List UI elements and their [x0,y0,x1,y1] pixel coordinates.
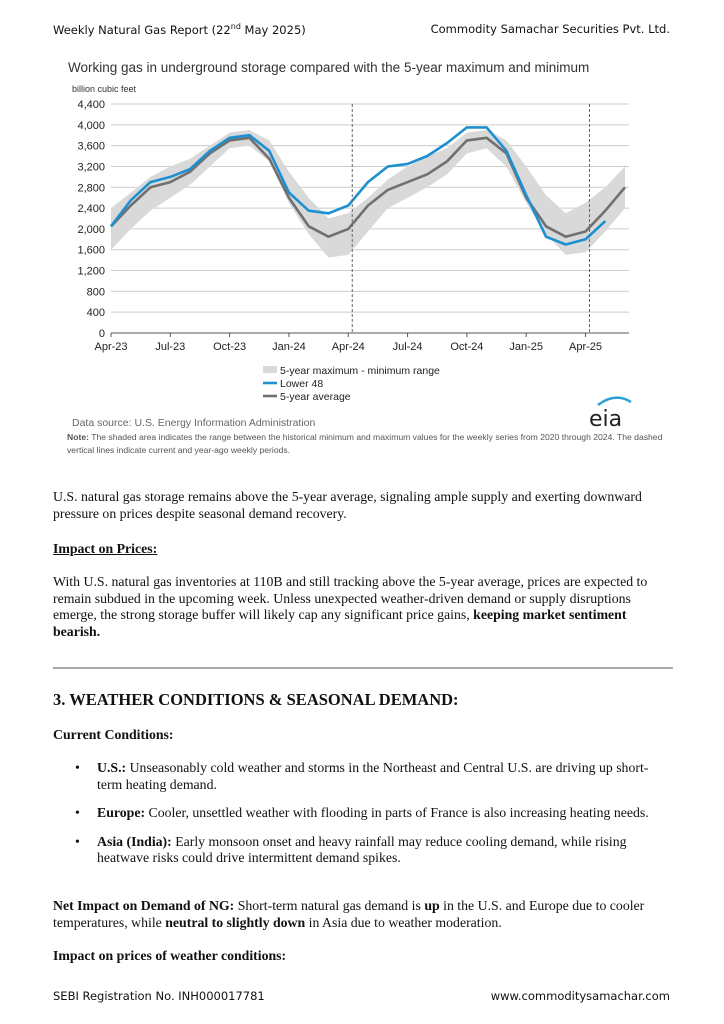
list-item-asia: • Asia (India): Early monsoon onset and heavy rainfall may reduce cooling demand, while rising heatwave risks could drive intermittent demand spikes. [75,833,627,865]
chart-y-tick-labels [77,99,105,340]
legend-label: 5-year average [280,391,351,403]
y-tick-label: 3,600 [77,140,105,153]
y-tick-label: 4,400 [77,99,105,111]
chart-legend [263,365,440,403]
chart-note-label: Note: [67,432,89,442]
x-tick-label: Apr-23 [94,341,128,353]
eia-logo-swoosh [598,398,631,405]
chart-source: Data source: U.S. Energy Information Administration [72,417,316,429]
storage-chart [53,50,673,470]
section-title-weather: 3. WEATHER CONDITIONS & SEASONAL DEMAND: [53,690,459,709]
chart-title: Working gas in underground storage compared with the 5-year maximum and minimum [68,60,590,75]
y-tick-label: 400 [86,307,105,320]
x-tick-label: Jul-24 [392,341,423,353]
y-tick-label: 0 [98,328,105,340]
chart-note-text: The shaded area indicates the range between the historical minimum and maximum values for the weekly series from 2020 through 2024. The dashed vertical lines indicate current and year-ago weekly periods. [67,432,663,455]
section-divider [53,667,673,669]
header-company-name: Commodity Samachar Securities Pvt. Ltd. [430,22,670,36]
eia-logo [589,398,631,432]
eia-logo-text: eia [589,407,623,432]
x-tick-label: Apr-25 [568,341,603,353]
current-conditions-heading: Current Conditions: [53,727,174,742]
conditions-list [53,760,673,879]
chart-note [67,431,667,463]
header-report-title: Weekly Natural Gas Report (22nd May 2025) [53,22,306,37]
x-tick-label: Jan-24 [272,341,306,353]
footer-website-link[interactable]: www.commoditysamachar.com [490,989,670,1003]
y-tick-label: 1,600 [77,244,105,257]
list-item-europe: • Europe: Cooler, unsettled weather with flooding in parts of France is also increasing heating needs. [75,805,649,820]
x-tick-label: Oct-24 [450,341,484,353]
x-tick-label: Apr-24 [331,341,365,353]
storage-summary-paragraph: U.S. natural gas storage remains above the 5-year average, signaling ample supply and exerting downward pressure on prices despite seasonal demand recovery. [53,489,642,521]
net-impact-paragraph: Net Impact on Demand of NG: Short-term natural gas demand is up in the U.S. and Europe due to cooler temperatures, while neutral to slightly down in Asia due to weather moderation. [53,898,645,930]
x-tick-label: Jul-23 [155,341,186,353]
legend-label: Lower 48 [280,378,324,390]
footer-sebi-registration: SEBI Registration No. INH000017781 [53,989,265,1003]
legend-swatch-band [263,366,277,373]
y-tick-label: 2,000 [77,223,105,236]
y-tick-label: 1,200 [77,265,105,278]
y-tick-label: 2,800 [77,182,105,195]
x-tick-label: Oct-23 [213,341,247,353]
list-item-us: • U.S.: Unseasonably cold weather and storms in the Northeast and Central U.S. are driving up short-term heating demand. [75,760,649,792]
weather-price-impact-heading: Impact on prices of weather conditions: [53,948,287,963]
chart-x-tick-labels [94,341,602,353]
legend-label: 5-year maximum - minimum range [280,365,440,377]
y-tick-label: 2,400 [77,203,105,216]
y-tick-label: 3,200 [77,161,105,174]
x-tick-label: Jan-25 [509,341,544,353]
y-tick-label: 800 [86,286,105,299]
y-tick-label: 4,000 [77,119,105,132]
chart-y-axis-label: billion cubic feet [72,84,137,94]
storage-chart-svg [53,50,673,470]
impact-on-prices-heading: Impact on Prices: [53,541,158,556]
impact-on-prices-paragraph: With U.S. natural gas inventories at 110B and still tracking above the 5-year average, prices are expected to remain subdued in the upcoming week. Unless unexpected weather-driven demand or supply disruptions emerge, the strong storage buffer will likely cap any significant price gains, keeping market sentiment bearish. [53,574,648,639]
